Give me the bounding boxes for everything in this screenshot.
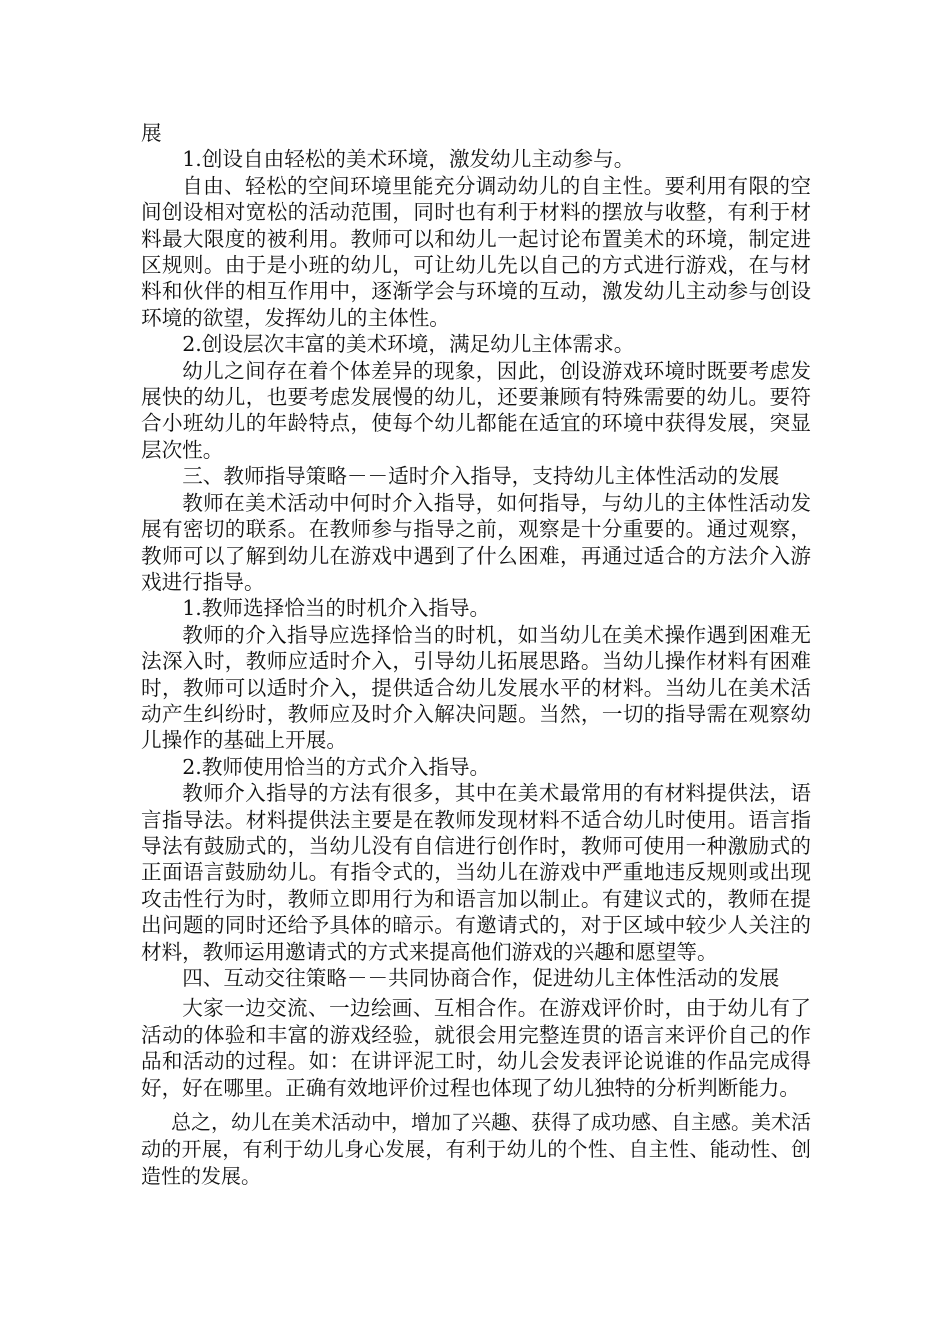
body-paragraph: 幼儿之间存在着个体差异的现象，因此，创设游戏环境时既要考虑发展快的幼儿，也要考虑发展慢的幼儿，还要兼顾有特殊需要的幼儿。要符合小班幼儿的年龄特点，使每个幼儿都能在适宜的环境中获得发展，突显层次性。 bbox=[141, 358, 811, 462]
section-heading-4: 四、互动交往策略－－共同协商合作，促进幼儿主体性活动的发展 bbox=[182, 966, 780, 990]
subheading-1-2: 2.创设层次丰富的美术环境，满足幼儿主体需求。 bbox=[182, 332, 635, 357]
conclusion-paragraph: 总之，幼儿在美术活动中，增加了兴趣、获得了成功感、自主感。美术活动的开展，有利于幼儿身心发展，有利于幼儿的个性、自主性、能动性、创造性的发展。 bbox=[141, 1110, 811, 1189]
subheading-3-2: 2.教师使用恰当的方式介入指导。 bbox=[182, 754, 491, 779]
body-paragraph: 自由、轻松的空间环境里能充分调动幼儿的自主性。要利用有限的空间创设相对宽松的活动范围，同时也有利于材料的摆放与收整，有利于材料最大限度的被利用。教师可以和幼儿一起讨论布置美术的环境，制定进区规则。由于是小班的幼儿，可让幼儿先以自己的方式进行游戏，在与材料和伙伴的相互作用中，逐渐学会与环境的互动，激发幼儿主动参与创设环境的欲望，发挥幼儿的主体性。 bbox=[141, 173, 811, 330]
body-paragraph: 大家一边交流、一边绘画、互相合作。在游戏评价时，由于幼儿有了活动的体验和丰富的游戏经验，就很会用完整连贯的语言来评价自己的作品和活动的过程。如：在讲评泥工时，幼儿会发表评论说谁的作品完成得好，好在哪里。正确有效地评价过程也体现了幼儿独特的分析判断能力。 bbox=[141, 996, 811, 1100]
continuation-text: 展 bbox=[141, 121, 162, 145]
body-paragraph: 教师的介入指导应选择恰当的时机，如当幼儿在美术操作遇到困难无法深入时，教师应适时介入，引导幼儿拓展思路。当幼儿操作材料有困难时，教师可以适时介入，提供适合幼儿发展水平的材料。当幼儿在美术活动产生纠纷时，教师应及时介入解决问题。当然，一切的指导需在观察幼儿操作的基础上开展。 bbox=[141, 622, 811, 753]
document-page bbox=[141, 120, 811, 1190]
subheading-3-1: 1.教师选择恰当的时机介入指导。 bbox=[182, 596, 491, 621]
body-paragraph: 教师在美术活动中何时介入指导，如何指导，与幼儿的主体性活动发展有密切的联系。在教师参与指导之前，观察是十分重要的。通过观察，教师可以了解到幼儿在游戏中遇到了什么困难，再通过适合的方法介入游戏进行指导。 bbox=[141, 490, 811, 594]
section-heading-3: 三、教师指导策略－－适时介入指导，支持幼儿主体性活动的发展 bbox=[182, 464, 780, 489]
subheading-1-1: 1.创设自由轻松的美术环境，激发幼儿主动参与。 bbox=[182, 147, 635, 172]
body-paragraph: 教师介入指导的方法有很多，其中在美术最常用的有材料提供法，语言指导法。材料提供法主要是在教师发现材料不适合幼儿时使用。语言指导法有鼓励式的，当幼儿没有自信进行创作时，教师可使用一种激励式的正面语言鼓励幼儿。有指令式的，当幼儿在游戏中严重地违反规则或出现攻击性行为时，教师立即用行为和语言加以制止。有建议式的，教师在提出问题的同时还给予具体的暗示。有邀请式的，对于区域中较少人关注的材料，教师运用邀请式的方式来提高他们游戏的兴趣和愿望等。 bbox=[141, 781, 811, 964]
